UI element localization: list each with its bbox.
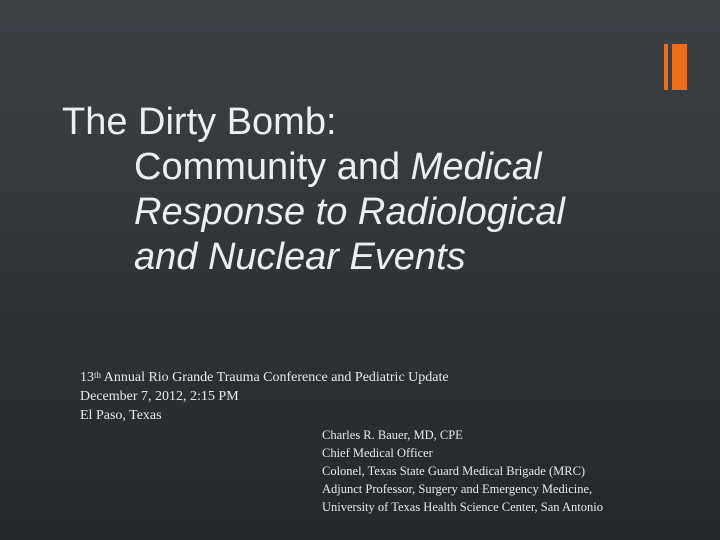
- presenter-role-1: Chief Medical Officer: [322, 446, 433, 460]
- conference-suffix: th: [94, 370, 102, 380]
- event-date: December 7, 2012, 2:15 PM: [80, 389, 239, 404]
- conference-rest: Annual Rio Grande Trauma Conference and Pediatric Update: [101, 370, 449, 385]
- presenter-name: Charles R. Bauer, MD, CPE: [322, 428, 463, 442]
- event-details: [80, 368, 640, 425]
- presenter-role-2: Colonel, Texas State Guard Medical Brigade (MRC): [322, 464, 586, 478]
- title-line-2-italic: Medical: [410, 146, 542, 188]
- title-line-4: [62, 235, 662, 280]
- title-line-1: The Dirty Bomb:: [62, 101, 337, 143]
- conference-name: [80, 368, 640, 387]
- title-line-2-plain: Community and: [134, 146, 411, 188]
- presenter-info: [322, 426, 712, 516]
- presenter-role-3: Adjunct Professor, Surgery and Emergency Medicine,: [322, 482, 593, 496]
- title-line-2: [62, 145, 662, 190]
- accent-bar-thick: [672, 44, 687, 90]
- slide-title: [62, 100, 662, 280]
- title-line-3: [62, 190, 662, 235]
- event-location: El Paso, Texas: [80, 408, 162, 423]
- title-line-3-italic: Response to Radiological: [134, 191, 565, 233]
- accent-bar-thin: [664, 44, 668, 90]
- conference-number: 13: [80, 370, 94, 385]
- presenter-role-4: University of Texas Health Science Center, San Antonio: [322, 500, 603, 514]
- title-line-4-italic: and Nuclear Events: [134, 236, 466, 278]
